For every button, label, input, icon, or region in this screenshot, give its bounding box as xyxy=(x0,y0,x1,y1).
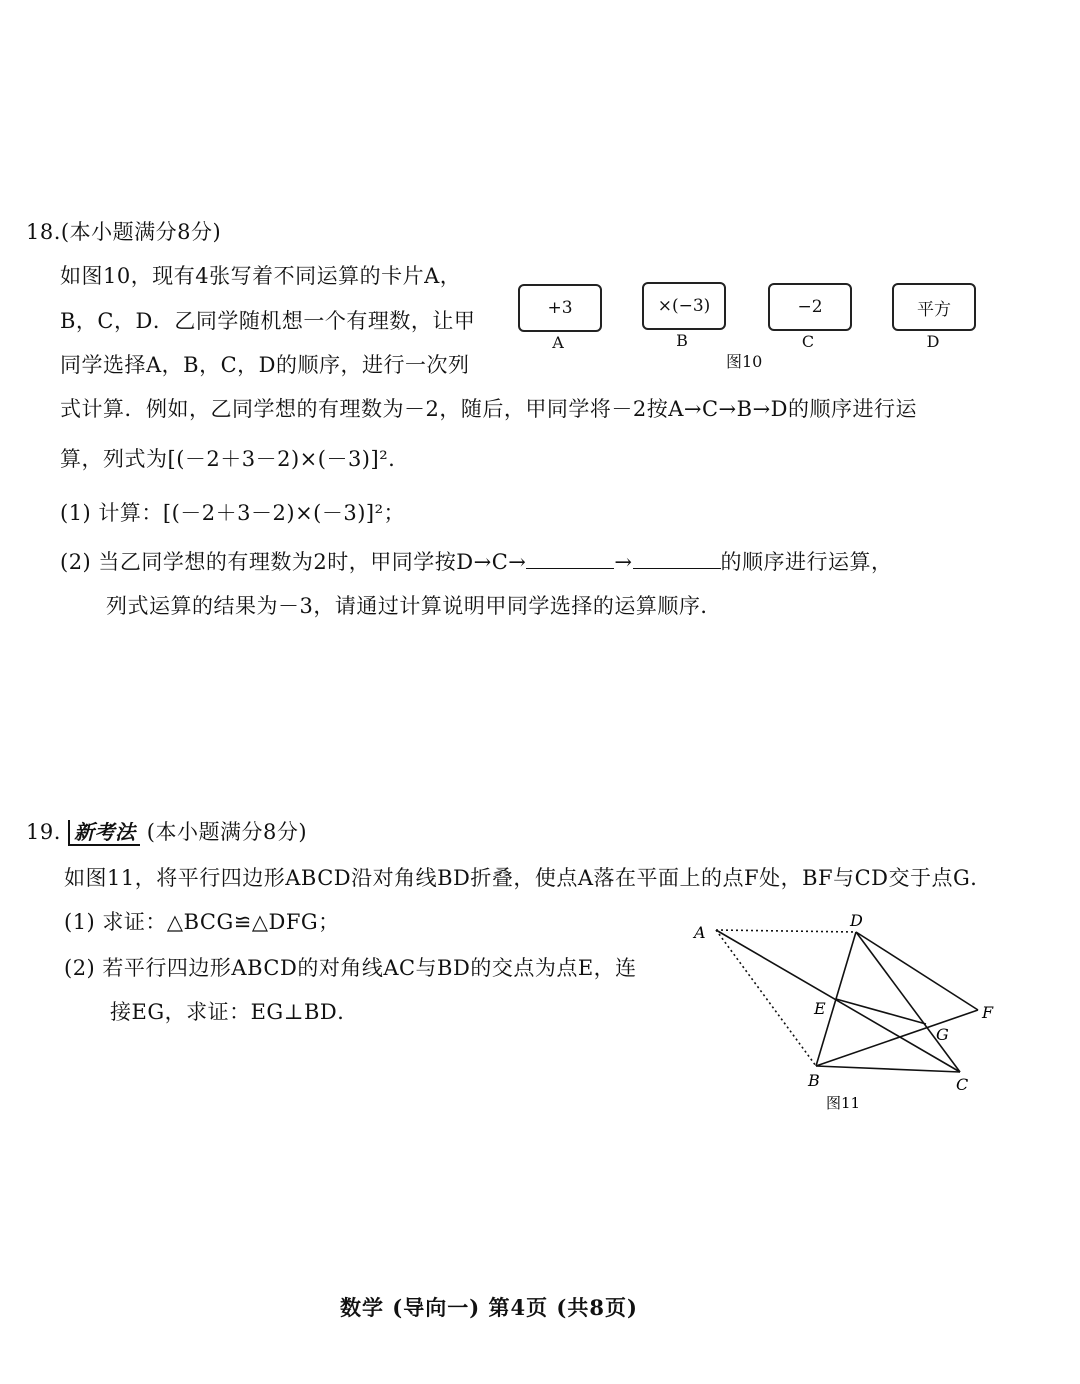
segment-df xyxy=(856,932,978,1010)
segment-dc xyxy=(856,932,960,1072)
card-c: −2 xyxy=(768,283,852,331)
point-c-label: C xyxy=(956,1075,969,1094)
q18-sub2-text-b: 的顺序进行运算， xyxy=(720,550,893,574)
q19-sub1: (1) 求证：△BCG≌△DFG； xyxy=(64,910,340,934)
q19-score: (本小题满分8分) xyxy=(146,820,308,844)
figure-11-caption: 图11 xyxy=(826,1094,861,1112)
point-f-label: F xyxy=(982,1003,994,1022)
q19-sub2: (2) 若平行四边形ABCD的对角线AC与BD的交点为点E，连 xyxy=(64,956,637,980)
q18-line5: 算，列式为[(－2＋3－2)×(－3)]². xyxy=(60,447,396,471)
point-e-label: E xyxy=(814,999,826,1018)
card-b: ×(−3) xyxy=(642,282,726,330)
segment-bf xyxy=(816,1010,978,1066)
point-a-label: A xyxy=(694,923,706,942)
card-a-label: A xyxy=(552,333,564,352)
q18-sub2 xyxy=(60,546,893,576)
q18-number: 18. xyxy=(26,220,61,244)
q19-header xyxy=(26,816,307,846)
q18-line2: B，C，D．乙同学随机想一个有理数，让甲 xyxy=(60,309,476,333)
segment-eg xyxy=(836,999,926,1024)
figure-11 xyxy=(680,900,1010,1120)
page-footer: 数学 (导向一) 第4页 (共8页) xyxy=(340,1295,638,1320)
new-exam-badge: 新考法 xyxy=(68,820,140,846)
point-d-label: D xyxy=(850,911,863,930)
segment-ad xyxy=(716,930,856,932)
card-c-label: C xyxy=(801,332,815,351)
segment-ab xyxy=(716,930,816,1066)
card-a: +3 xyxy=(518,284,602,332)
card-d: 平方 xyxy=(892,283,976,331)
q18-sub1: (1) 计算：[(－2＋3－2)×(－3)]²； xyxy=(60,501,406,525)
q18-header xyxy=(26,216,221,246)
segment-bc xyxy=(816,1066,960,1072)
answer-blank-2[interactable] xyxy=(633,550,721,569)
q19-number: 19. xyxy=(26,820,61,844)
answer-blank-1[interactable] xyxy=(526,550,614,569)
q18-sub2-line2: 列式运算的结果为－3，请通过计算说明甲同学选择的运算顺序． xyxy=(106,594,722,618)
q18-sub2-arrow: → xyxy=(614,550,633,574)
q19-sub2-line2: 接EG，求证：EG⊥BD． xyxy=(110,1000,359,1024)
point-g-label: G xyxy=(936,1025,949,1044)
q19-stem: 如图11，将平行四边形ABCD沿对角线BD折叠，使点A落在平面上的点F处，BF与CD交于点G． xyxy=(64,866,992,890)
q18-line3: 同学选择A，B，C，D的顺序，进行一次列 xyxy=(60,353,470,377)
point-b-label: B xyxy=(808,1071,820,1090)
card-d-label: D xyxy=(926,332,940,351)
q18-score: (本小题满分8分) xyxy=(60,220,222,244)
q18-sub2-text-a: (2) 当乙同学想的有理数为2时，甲同学按D→C→ xyxy=(60,550,527,574)
q18-line1: 如图10，现有4张写着不同运算的卡片A， xyxy=(60,264,462,288)
figure-10-caption: 图10 xyxy=(726,352,763,371)
card-b-label: B xyxy=(676,331,688,350)
segment-ac xyxy=(716,930,960,1072)
q18-line4: 式计算．例如，乙同学想的有理数为－2，随后，甲同学将－2按A→C→B→D的顺序进行运 xyxy=(60,397,918,421)
